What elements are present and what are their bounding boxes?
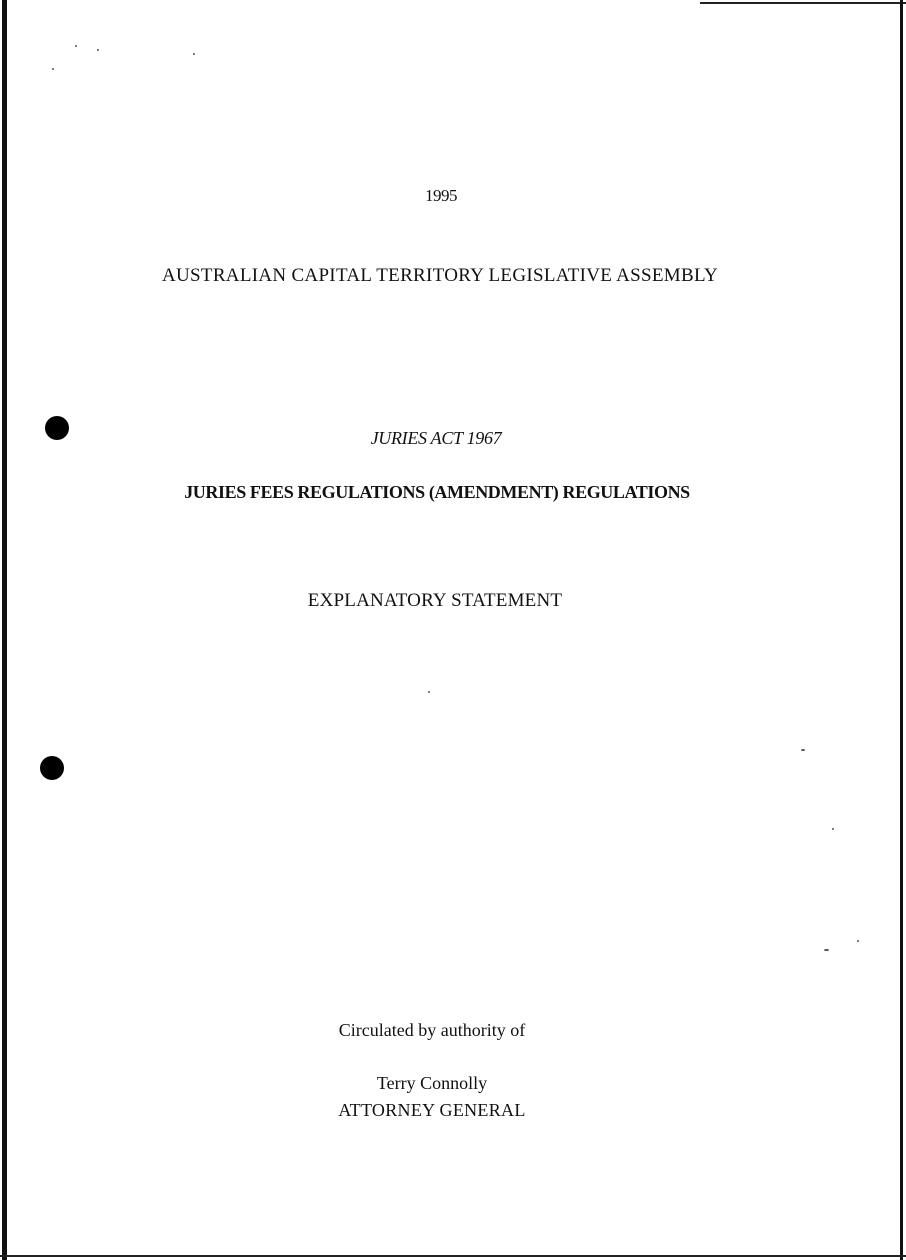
regulations-title: JURIES FEES REGULATIONS (AMENDMENT) REGULATIONS xyxy=(184,482,690,502)
scan-border-bottom xyxy=(0,1255,906,1257)
scan-speck xyxy=(428,691,430,693)
assembly-heading: AUSTRALIAN CAPITAL TERRITORY LEGISLATIVE ASSEMBLY xyxy=(162,265,718,286)
scan-border-top xyxy=(700,2,906,4)
scan-speck xyxy=(97,49,99,51)
scan-speck xyxy=(857,940,859,942)
scan-speck xyxy=(824,949,829,951)
act-title: JURIES ACT 1967 xyxy=(370,428,502,448)
scan-speck xyxy=(193,53,195,55)
author-name: Terry Connolly xyxy=(376,1073,488,1093)
punch-hole-bottom xyxy=(40,756,64,780)
scan-border-right xyxy=(900,0,903,1260)
document-year: 1995 xyxy=(425,186,457,205)
circulated-by-line: Circulated by authority of xyxy=(338,1020,526,1040)
author-title: ATTORNEY GENERAL xyxy=(338,1100,526,1120)
scan-speck xyxy=(75,45,77,47)
statement-type: EXPLANATORY STATEMENT xyxy=(307,590,563,611)
scan-speck xyxy=(52,68,54,70)
scan-speck xyxy=(801,749,805,751)
scan-speck xyxy=(832,828,834,830)
